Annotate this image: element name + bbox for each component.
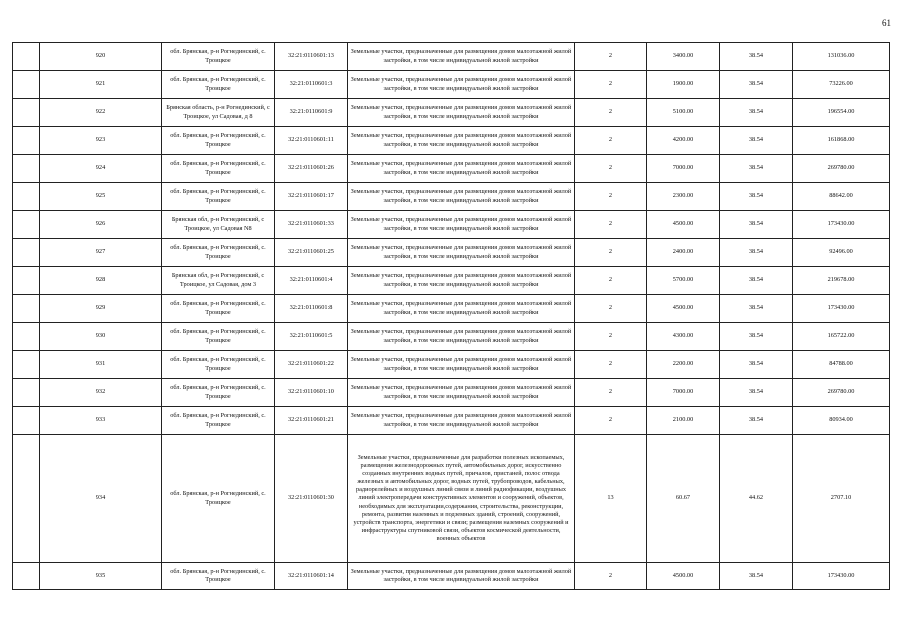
row-number: 920 bbox=[40, 43, 162, 71]
address-cell: обл. Брянская, р-н Рогнединский, с. Троицкое bbox=[162, 435, 275, 563]
address-cell: обл. Брянская, р-н Рогнединский, с. Троицкое bbox=[162, 183, 275, 211]
table-row bbox=[13, 323, 890, 351]
address-cell: обл. Брянская, р-н Рогнединский, с. Троицкое bbox=[162, 323, 275, 351]
address-cell: обл. Брянская, р-н Рогнединский, с. Троицкое bbox=[162, 71, 275, 99]
table-row bbox=[13, 183, 890, 211]
address-cell: обл. Брянская, р-н Рогнединский, с. Троицкое bbox=[162, 43, 275, 71]
address-cell: обл. Брянская, р-н Рогнединский, с. Троицкое bbox=[162, 295, 275, 323]
table-row bbox=[13, 379, 890, 407]
land-use-description-cell: Земельные участки, предназначенные для размещения домов малоэтажной жилой застройки, в том числе индивидуальной жилой застройки bbox=[348, 127, 575, 155]
blank-cell bbox=[13, 351, 40, 379]
cadastral-number-cell: 32:21:0110601:26 bbox=[275, 155, 348, 183]
cadastral-number-cell: 32:21:0110601:21 bbox=[275, 407, 348, 435]
cadastral-number-cell: 32:21:0110601:25 bbox=[275, 239, 348, 267]
land-use-description-cell: Земельные участки, предназначенные для размещения домов малоэтажной жилой застройки, в том числе индивидуальной жилой застройки bbox=[348, 71, 575, 99]
table-row bbox=[13, 407, 890, 435]
table-body bbox=[13, 43, 890, 590]
page-number: 61 bbox=[882, 18, 891, 28]
land-use-description-cell: Земельные участки, предназначенные для разработки полезных ископаемых, размещения железнодорожных путей, автомобильных дорог, искусственно созданных внутренних водных путей, причалов, пристаней, полос отвода железных и автомобильных дорог, водных путей, трубопроводов, кабельных, радиорелейных и воздушных линий связи и линий радиофикации, воздушных линий электропередачи конструктивных элементов и сооружений, объектов, необходимых для эксплуатации,содержания, строительства, реконструкции, ремонта, развития наземных и подземных зданий, строений, сооружений, устройств транспорта, энергетики и связи; размещения наземных сооружений и инфраструктуры спутниковой связи, объектов космической деятельности, военных объектов bbox=[348, 435, 575, 563]
row-number: 933 bbox=[40, 407, 162, 435]
group-cell: 2 bbox=[575, 351, 647, 379]
rate-cell: 38.54 bbox=[720, 267, 793, 295]
group-cell: 2 bbox=[575, 43, 647, 71]
address-cell: Брянская область, р-н Рогнединский, с Троицкое, ул Садовая, д 8 bbox=[162, 99, 275, 127]
row-number: 923 bbox=[40, 127, 162, 155]
cadastral-number-cell: 32:21:0110601:30 bbox=[275, 435, 348, 563]
land-use-description-cell: Земельные участки, предназначенные для размещения домов малоэтажной жилой застройки, в том числе индивидуальной жилой застройки bbox=[348, 99, 575, 127]
blank-cell bbox=[13, 267, 40, 295]
blank-cell bbox=[13, 295, 40, 323]
area-cell: 2300.00 bbox=[647, 183, 720, 211]
blank-cell bbox=[13, 379, 40, 407]
rate-cell: 38.54 bbox=[720, 323, 793, 351]
row-number: 922 bbox=[40, 99, 162, 127]
table-row bbox=[13, 239, 890, 267]
area-cell: 2100.00 bbox=[647, 407, 720, 435]
row-number: 928 bbox=[40, 267, 162, 295]
address-cell: обл. Брянская, р-н Рогнединский, с. Троицкое bbox=[162, 127, 275, 155]
blank-cell bbox=[13, 435, 40, 563]
address-cell: обл. Брянская, р-н Рогнединский, с. Троицкое bbox=[162, 407, 275, 435]
table-row bbox=[13, 43, 890, 71]
group-cell: 2 bbox=[575, 295, 647, 323]
cadastral-number-cell: 32:21:0110601:17 bbox=[275, 183, 348, 211]
group-cell: 2 bbox=[575, 155, 647, 183]
blank-cell bbox=[13, 407, 40, 435]
blank-cell bbox=[13, 43, 40, 71]
row-number: 930 bbox=[40, 323, 162, 351]
row-number: 924 bbox=[40, 155, 162, 183]
table-row bbox=[13, 267, 890, 295]
cadastral-number-cell: 32:21:0110601:33 bbox=[275, 211, 348, 239]
rate-cell: 38.54 bbox=[720, 351, 793, 379]
blank-cell bbox=[13, 183, 40, 211]
land-use-description-cell: Земельные участки, предназначенные для размещения домов малоэтажной жилой застройки, в том числе индивидуальной жилой застройки bbox=[348, 351, 575, 379]
area-cell: 5100.00 bbox=[647, 99, 720, 127]
cadastral-value-cell: 165722.00 bbox=[793, 323, 890, 351]
area-cell: 1900.00 bbox=[647, 71, 720, 99]
cadastral-number-cell: 32:21:0110601:10 bbox=[275, 379, 348, 407]
land-use-description-cell: Земельные участки, предназначенные для размещения домов малоэтажной жилой застройки, в том числе индивидуальной жилой застройки bbox=[348, 155, 575, 183]
cadastral-value-cell: 161868.00 bbox=[793, 127, 890, 155]
rate-cell: 44.62 bbox=[720, 435, 793, 563]
cadastral-value-cell: 173430.00 bbox=[793, 563, 890, 590]
cadastral-number-cell: 32:21:0110601:13 bbox=[275, 43, 348, 71]
group-cell: 2 bbox=[575, 211, 647, 239]
land-use-description-cell: Земельные участки, предназначенные для размещения домов малоэтажной жилой застройки, в том числе индивидуальной жилой застройки bbox=[348, 407, 575, 435]
row-number: 925 bbox=[40, 183, 162, 211]
cadastral-number-cell: 32:21:0110601:22 bbox=[275, 351, 348, 379]
table-row bbox=[13, 211, 890, 239]
blank-cell bbox=[13, 211, 40, 239]
cadastral-number-cell: 32:21:0110601:11 bbox=[275, 127, 348, 155]
table-row bbox=[13, 71, 890, 99]
cadastral-value-cell: 173430.00 bbox=[793, 211, 890, 239]
row-number: 934 bbox=[40, 435, 162, 563]
table-row bbox=[13, 351, 890, 379]
row-number: 921 bbox=[40, 71, 162, 99]
address-cell: обл. Брянская, р-н Рогнединский, с. Троицкое bbox=[162, 563, 275, 590]
area-cell: 3400.00 bbox=[647, 43, 720, 71]
address-cell: обл. Брянская, р-н Рогнединский, с. Троицкое bbox=[162, 379, 275, 407]
address-cell: обл. Брянская, р-н Рогнединский, с. Троицкое bbox=[162, 239, 275, 267]
blank-cell bbox=[13, 71, 40, 99]
cadastral-value-cell: 196554.00 bbox=[793, 99, 890, 127]
address-cell: Брянская обл, р-н Рогнединский, с Троицкое, ул Садовая N8 bbox=[162, 211, 275, 239]
group-cell: 13 bbox=[575, 435, 647, 563]
rate-cell: 38.54 bbox=[720, 155, 793, 183]
area-cell: 2200.00 bbox=[647, 351, 720, 379]
group-cell: 2 bbox=[575, 239, 647, 267]
area-cell: 4200.00 bbox=[647, 127, 720, 155]
blank-cell bbox=[13, 127, 40, 155]
cadastral-value-cell: 131036.00 bbox=[793, 43, 890, 71]
row-number: 929 bbox=[40, 295, 162, 323]
group-cell: 2 bbox=[575, 267, 647, 295]
cadastral-number-cell: 32:21:0110601:5 bbox=[275, 323, 348, 351]
rate-cell: 38.54 bbox=[720, 379, 793, 407]
blank-cell bbox=[13, 323, 40, 351]
group-cell: 2 bbox=[575, 71, 647, 99]
group-cell: 2 bbox=[575, 407, 647, 435]
group-cell: 2 bbox=[575, 99, 647, 127]
cadastral-value-cell: 92496.00 bbox=[793, 239, 890, 267]
table-row bbox=[13, 435, 890, 563]
cadastral-number-cell: 32:21:0110601:4 bbox=[275, 267, 348, 295]
land-use-description-cell: Земельные участки, предназначенные для размещения домов малоэтажной жилой застройки, в том числе индивидуальной жилой застройки bbox=[348, 239, 575, 267]
table-row bbox=[13, 155, 890, 183]
group-cell: 2 bbox=[575, 563, 647, 590]
cadastral-value-cell: 80934.00 bbox=[793, 407, 890, 435]
land-use-description-cell: Земельные участки, предназначенные для размещения домов малоэтажной жилой застройки, в том числе индивидуальной жилой застройки bbox=[348, 183, 575, 211]
table-row bbox=[13, 295, 890, 323]
area-cell: 4500.00 bbox=[647, 563, 720, 590]
land-use-description-cell: Земельные участки, предназначенные для размещения домов малоэтажной жилой застройки, в том числе индивидуальной жилой застройки bbox=[348, 323, 575, 351]
blank-cell bbox=[13, 563, 40, 590]
rate-cell: 38.54 bbox=[720, 99, 793, 127]
cadastral-value-cell: 73226.00 bbox=[793, 71, 890, 99]
area-cell: 4500.00 bbox=[647, 295, 720, 323]
table-row bbox=[13, 99, 890, 127]
land-registry-table bbox=[12, 42, 890, 590]
area-cell: 2400.00 bbox=[647, 239, 720, 267]
row-number: 935 bbox=[40, 563, 162, 590]
land-use-description-cell: Земельные участки, предназначенные для размещения домов малоэтажной жилой застройки, в том числе индивидуальной жилой застройки bbox=[348, 43, 575, 71]
cadastral-value-cell: 219678.00 bbox=[793, 267, 890, 295]
rate-cell: 38.54 bbox=[720, 183, 793, 211]
rate-cell: 38.54 bbox=[720, 43, 793, 71]
address-cell: обл. Брянская, р-н Рогнединский, с. Троицкое bbox=[162, 351, 275, 379]
area-cell: 7000.00 bbox=[647, 379, 720, 407]
blank-cell bbox=[13, 155, 40, 183]
group-cell: 2 bbox=[575, 323, 647, 351]
address-cell: Брянская обл, р-н Рогнединский, с Троицкое, ул Садовая, дом 3 bbox=[162, 267, 275, 295]
cadastral-number-cell: 32:21:0110601:3 bbox=[275, 71, 348, 99]
address-cell: обл. Брянская, р-н Рогнединский, с. Троицкое bbox=[162, 155, 275, 183]
area-cell: 4500.00 bbox=[647, 211, 720, 239]
row-number: 932 bbox=[40, 379, 162, 407]
rate-cell: 38.54 bbox=[720, 407, 793, 435]
cadastral-value-cell: 84788.00 bbox=[793, 351, 890, 379]
cadastral-value-cell: 173430.00 bbox=[793, 295, 890, 323]
land-use-description-cell: Земельные участки, предназначенные для размещения домов малоэтажной жилой застройки, в том числе индивидуальной жилой застройки bbox=[348, 295, 575, 323]
rate-cell: 38.54 bbox=[720, 211, 793, 239]
land-use-description-cell: Земельные участки, предназначенные для размещения домов малоэтажной жилой застройки, в том числе индивидуальной жилой застройки bbox=[348, 211, 575, 239]
group-cell: 2 bbox=[575, 127, 647, 155]
table-row bbox=[13, 127, 890, 155]
rate-cell: 38.54 bbox=[720, 239, 793, 267]
land-use-description-cell: Земельные участки, предназначенные для размещения домов малоэтажной жилой застройки, в том числе индивидуальной жилой застройки bbox=[348, 267, 575, 295]
group-cell: 2 bbox=[575, 379, 647, 407]
cadastral-value-cell: 269780.00 bbox=[793, 155, 890, 183]
group-cell: 2 bbox=[575, 183, 647, 211]
row-number: 931 bbox=[40, 351, 162, 379]
land-use-description-cell: Земельные участки, предназначенные для размещения домов малоэтажной жилой застройки, в том числе индивидуальной жилой застройки bbox=[348, 379, 575, 407]
area-cell: 5700.00 bbox=[647, 267, 720, 295]
rate-cell: 38.54 bbox=[720, 295, 793, 323]
table-row bbox=[13, 563, 890, 590]
cadastral-number-cell: 32:21:0110601:14 bbox=[275, 563, 348, 590]
rate-cell: 38.54 bbox=[720, 127, 793, 155]
row-number: 926 bbox=[40, 211, 162, 239]
area-cell: 4300.00 bbox=[647, 323, 720, 351]
cadastral-number-cell: 32:21:0110601:9 bbox=[275, 99, 348, 127]
area-cell: 60.67 bbox=[647, 435, 720, 563]
cadastral-number-cell: 32:21:0110601:8 bbox=[275, 295, 348, 323]
row-number: 927 bbox=[40, 239, 162, 267]
cadastral-value-cell: 88642.00 bbox=[793, 183, 890, 211]
blank-cell bbox=[13, 239, 40, 267]
cadastral-value-cell: 269780.00 bbox=[793, 379, 890, 407]
rate-cell: 38.54 bbox=[720, 563, 793, 590]
cadastral-value-cell: 2707.10 bbox=[793, 435, 890, 563]
land-use-description-cell: Земельные участки, предназначенные для размещения домов малоэтажной жилой застройки, в том числе индивидуальной жилой застройки bbox=[348, 563, 575, 590]
area-cell: 7000.00 bbox=[647, 155, 720, 183]
blank-cell bbox=[13, 99, 40, 127]
rate-cell: 38.54 bbox=[720, 71, 793, 99]
